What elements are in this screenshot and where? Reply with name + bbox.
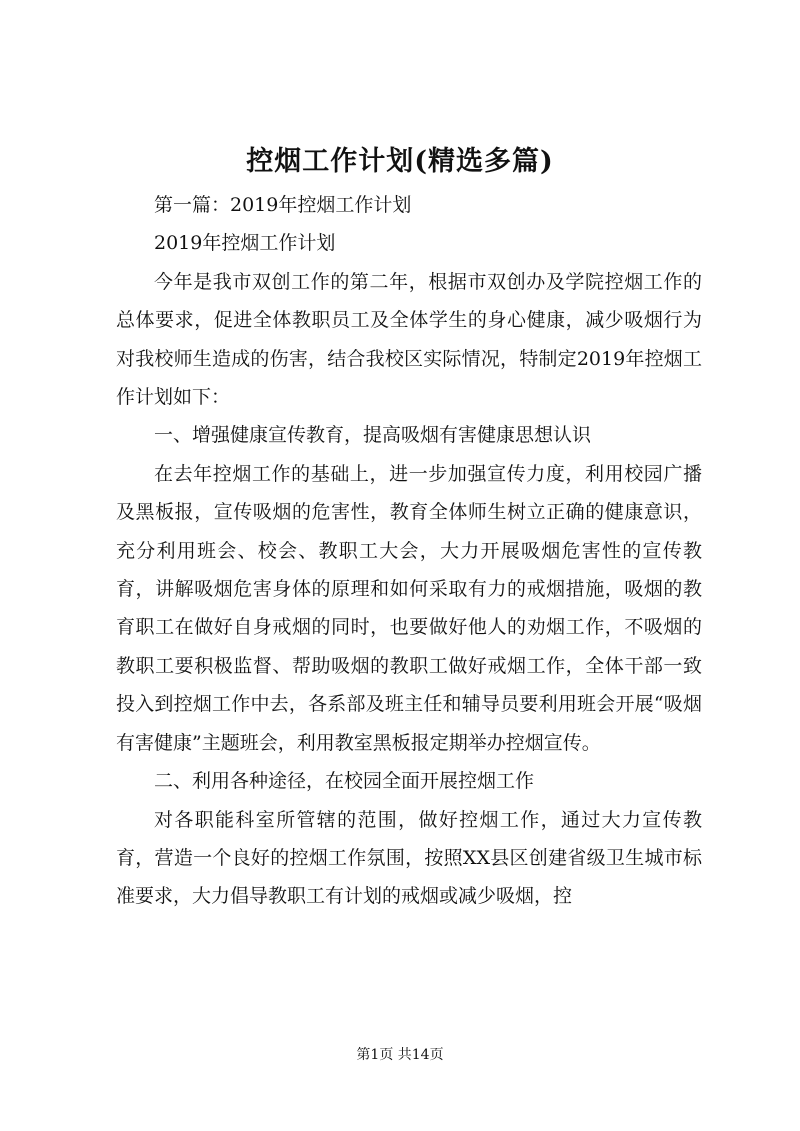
body-paragraph: 对各职能科室所管辖的范围，做好控烟工作，通过大力宣传教育，营造一个良好的控烟工作氛围，按照XX县区创建省级卫生城市标准要求，大力倡导教职工有计划的戒烟或减少吸烟，控 xyxy=(116,808,702,908)
document-title: 控烟工作计划(精选多篇) xyxy=(246,146,554,177)
page-footer: 第1页 共14页 xyxy=(356,1047,444,1063)
document-body xyxy=(116,186,702,916)
section-heading-two: 二、利用各种途径，在校园全面开展控烟工作 xyxy=(154,770,535,793)
section-heading-part-one: 第一篇：2019年控烟工作计划 xyxy=(154,194,412,216)
intro-paragraph: 今年是我市双创工作的第二年，根据市双创办及学院控烟工作的总体要求，促进全体教职员工及全体学生的身心健康，减少吸烟行为对我校师生造成的伤害，结合我校区实际情况，特制定2019年控烟工作计划如下： xyxy=(116,270,702,409)
section-heading-one: 一、增强健康宣传教育，提高吸烟有害健康思想认识 xyxy=(154,424,592,447)
plan-subtitle: 2019年控烟工作计划 xyxy=(154,232,336,255)
body-paragraph: 在去年控烟工作的基础上，进一步加强宣传力度，利用校园广播及黑板报，宣传吸烟的危害性，教育全体师生树立正确的健康意识，充分利用班会、校会、教职工大会，大力开展吸烟危害性的宣传教育，讲解吸烟危害身体的原理和如何采取有力的戒烟措施，吸烟的教育职工在做好自身戒烟的同时，也要做好他人的劝烟工作，不吸烟的教职工要积极监督、帮助吸烟的教职工做好戒烟工作，全体干部一致投入到控烟工作中去，各系部及班主任和辅导员要利用班会开展“吸烟有害健康”主题班会，利用教室黑板报定期举办控烟宣传。 xyxy=(116,462,702,754)
